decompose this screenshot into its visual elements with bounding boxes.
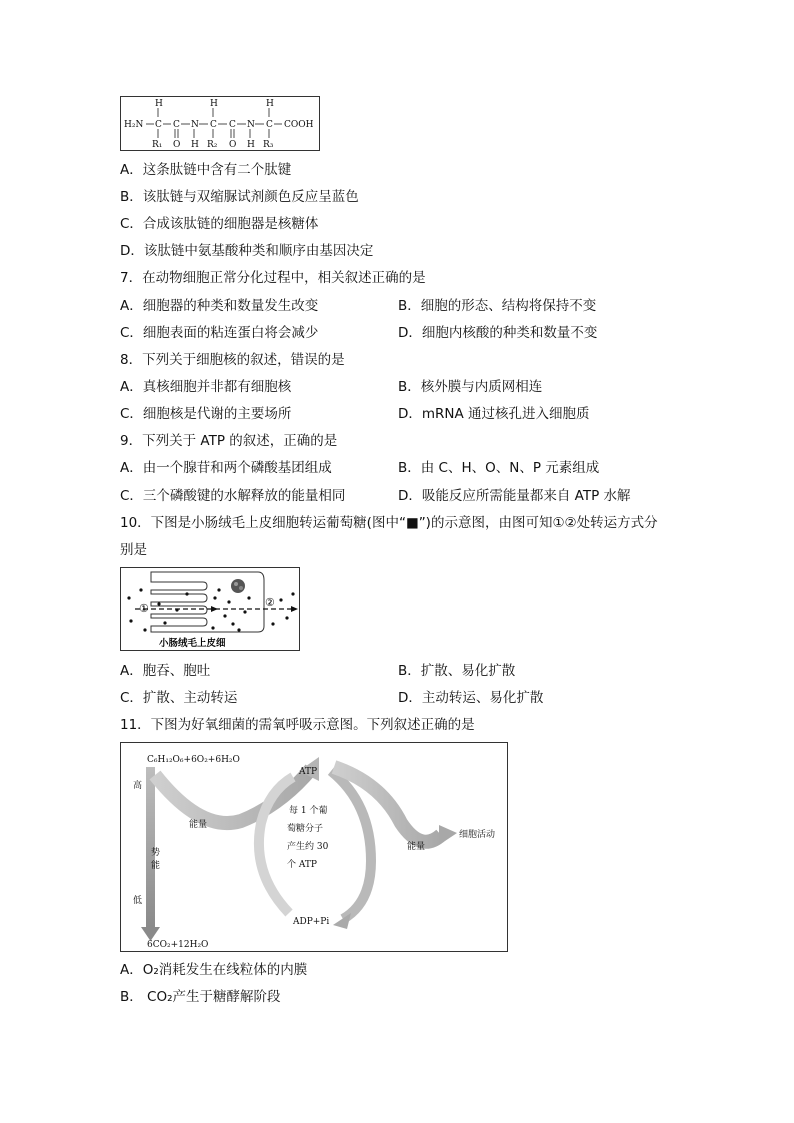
h-atom: H (191, 140, 199, 150)
q6-option-d: D．该肽链中氨基酸种类和顺序由基因决定 (120, 243, 374, 259)
q11-option-b: B． CO₂产生于糖酵解阶段 (120, 989, 281, 1005)
peptide-structure-figure (120, 96, 320, 151)
energy-label-right: 能量 (407, 842, 426, 852)
potential-label-1: 势 (151, 848, 161, 858)
c-atom: C (210, 120, 217, 130)
r1-group: R₁ (152, 140, 163, 150)
q9-option-b: B．由 C、H、O、N、P 元素组成 (398, 460, 600, 476)
q7-option-c: C．细胞表面的粘连蛋白将会减少 (120, 325, 319, 341)
products-label: 6CO₂+12H₂O (147, 940, 209, 950)
high-label: 高 (133, 781, 143, 791)
q9-option-d: D．吸能反应所需能量都来自 ATP 水解 (398, 488, 631, 504)
respiration-diagram (121, 743, 507, 951)
q11-option-a: A．O₂消耗发生在线粒体的内膜 (120, 962, 308, 978)
o-atom: O (173, 140, 181, 150)
q10-stem-line1: 10．下图是小肠绒毛上皮细胞转运葡萄糖(图中“■”)的示意图，由图可知①②处转运方式分 (120, 515, 658, 531)
q10-option-d: D．主动转运、易化扩散 (398, 690, 544, 706)
adp-label: ADP+Pi (293, 917, 330, 927)
site-1-marker: ① (139, 602, 149, 615)
q11-stem: 11．下图为好氧细菌的需氧呼吸示意图。下列叙述正确的是 (120, 717, 475, 733)
reactants-label: C₆H₁₂O₆+6O₂+6H₂O (147, 755, 240, 765)
q10-option-a: A．胞吞、胞吐 (120, 663, 211, 679)
q9-stem: 9．下列关于 ATP 的叙述，正确的是 (120, 433, 338, 449)
q7-option-b: B．细胞的形态、结构将保持不变 (398, 298, 597, 314)
q10-option-c: C．扩散、主动转运 (120, 690, 238, 706)
q8-option-c: C．细胞核是代谢的主要场所 (120, 406, 292, 422)
figure-caption: 小肠绒毛上皮细 (159, 638, 226, 649)
r3-group: R₃ (263, 140, 274, 150)
c-atom: C (229, 120, 236, 130)
energy-label-left: 能量 (189, 820, 208, 830)
q6-option-b: B．该肽链与双缩脲试剂颜色反应呈蓝色 (120, 189, 359, 205)
q10-stem-line2: 别是 (120, 542, 147, 558)
center-text-1: 每 1 个葡 (289, 806, 328, 816)
n-atom: N (191, 120, 199, 130)
c-atom: C (155, 120, 162, 130)
q7-option-a: A．细胞器的种类和数量发生改变 (120, 298, 319, 314)
h-atom: H (266, 99, 274, 109)
q9-option-c: C．三个磷酸键的水解释放的能量相同 (120, 488, 346, 504)
h-atom: H (247, 140, 255, 150)
c-atom: C (266, 120, 273, 130)
q7-option-d: D．细胞内核酸的种类和数量不变 (398, 325, 598, 341)
respiration-figure (120, 742, 508, 952)
low-label: 低 (133, 896, 143, 906)
q7-stem: 7．在动物细胞正常分化过程中，相关叙述正确的是 (120, 270, 426, 286)
q6-option-c: C．合成该肽链的细胞器是核糖体 (120, 216, 319, 232)
amino-terminus: H₂N (124, 120, 144, 130)
center-text-4: 个 ATP (287, 860, 317, 870)
q8-option-a: A．真核细胞并非都有细胞核 (120, 379, 292, 395)
q8-option-b: B．核外膜与内质网相连 (398, 379, 543, 395)
cell-activity-label: 细胞活动 (459, 830, 496, 840)
carboxyl-terminus: COOH (284, 120, 314, 130)
potential-label-2: 能 (151, 861, 161, 871)
intestinal-cell-diagram (121, 568, 299, 650)
o-atom: O (229, 140, 237, 150)
c-atom: C (173, 120, 180, 130)
site-2-marker: ② (265, 596, 275, 609)
n-atom: N (247, 120, 255, 130)
center-text-3: 产生约 30 (287, 842, 329, 852)
center-text-2: 萄糖分子 (287, 824, 324, 834)
q9-option-a: A．由一个腺苷和两个磷酸基团组成 (120, 460, 332, 476)
q8-option-d: D．mRNA 通过核孔进入细胞质 (398, 406, 590, 422)
peptide-structure-diagram (121, 97, 319, 150)
h-atom: H (155, 99, 163, 109)
q10-option-b: B．扩散、易化扩散 (398, 663, 516, 679)
q8-stem: 8．下列关于细胞核的叙述，错误的是 (120, 352, 345, 368)
intestinal-cell-figure (120, 567, 300, 651)
atp-label: ATP (299, 767, 318, 777)
r2-group: R₂ (207, 140, 218, 150)
h-atom: H (210, 99, 218, 109)
q6-option-a: A．这条肽链中含有二个肽键 (120, 162, 292, 178)
